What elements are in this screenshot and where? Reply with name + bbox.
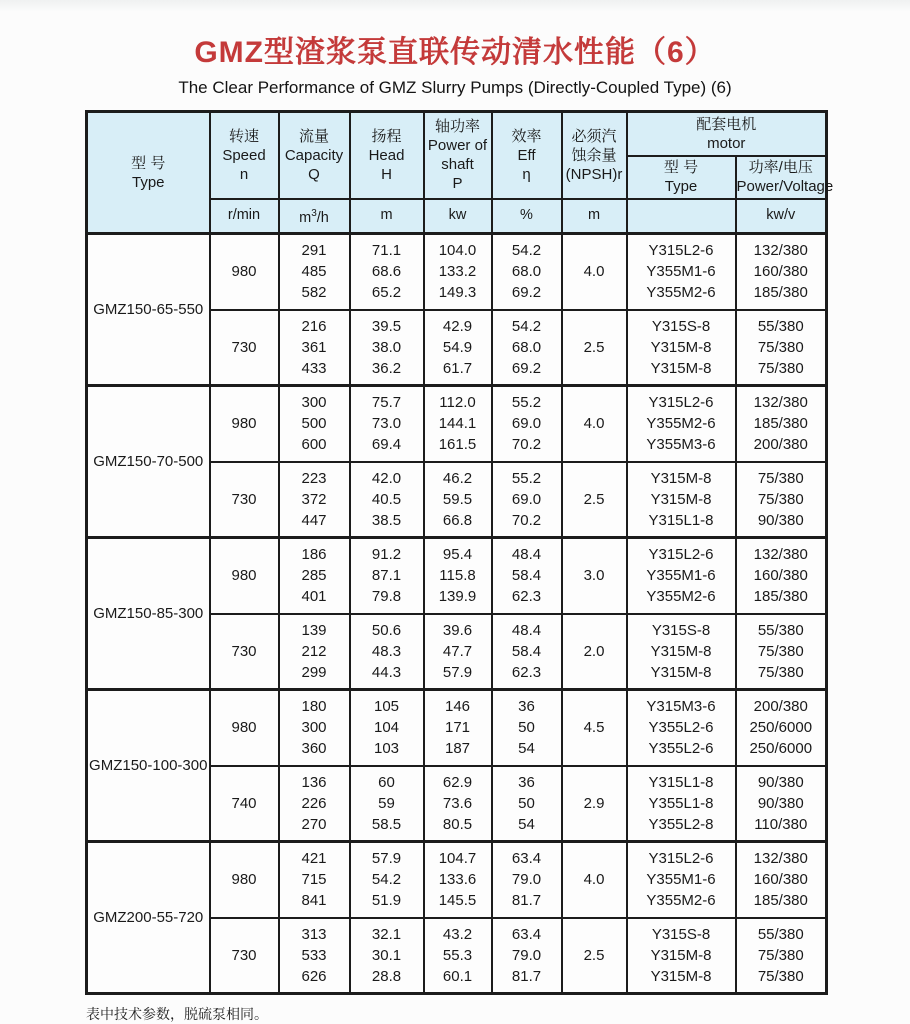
motor-power-values: 55/380 75/380 75/380 [736,310,827,386]
capacity-values: 300 500 600 [279,386,350,462]
npsh-value: 4.5 [562,690,627,766]
npsh-value: 2.9 [562,766,627,842]
capacity-values: 291 485 582 [279,234,350,310]
page-title: GMZ型渣浆泵直联传动清水性能（6） [194,36,716,69]
efficiency-values: 63.4 79.0 81.7 [492,842,562,918]
head-values: 60 59 58.5 [350,766,424,842]
head-values: 105 104 103 [350,690,424,766]
motor-type-values: Y315S-8 Y315M-8 Y315M-8 [627,918,736,994]
speed-value: 980 [210,538,279,614]
motor-power-values: 132/380 160/380 185/380 [736,538,827,614]
efficiency-values: 48.4 58.4 62.3 [492,614,562,690]
head-values: 57.9 54.2 51.9 [350,842,424,918]
speed-value: 980 [210,842,279,918]
motor-type-values: Y315S-8 Y315M-8 Y315M-8 [627,310,736,386]
head-values: 39.5 38.0 36.2 [350,310,424,386]
npsh-value: 4.0 [562,234,627,310]
head-values: 50.6 48.3 44.3 [350,614,424,690]
unit-capacity: $m^3/h$ [279,199,350,234]
speed-value: 980 [210,386,279,462]
shaft-power-values: 62.9 73.6 80.5 [424,766,492,842]
col-header-head: 扬程 Head H [350,112,424,199]
npsh-value: 2.5 [562,310,627,386]
motor-type-values: Y315L2-6 Y355M1-6 Y355M2-6 [627,234,736,310]
motor-power-values: 90/380 90/380 110/380 [736,766,827,842]
data-row [87,690,827,766]
shaft-power-values: 95.4 115.8 139.9 [424,538,492,614]
shaft-power-values: 42.9 54.9 61.7 [424,310,492,386]
col-header-motor-group: 配套电机 motor [627,112,827,156]
motor-power-values: 75/380 75/380 90/380 [736,462,827,538]
npsh-value: 2.5 [562,918,627,994]
col-header-type-en: Type [131,173,165,191]
photo-edge [0,0,910,12]
motor-type-values: Y315S-8 Y315M-8 Y315M-8 [627,614,736,690]
footnote: 表中技术参数，脱硫泵相同。 [86,1006,268,1022]
capacity-values: 180 300 360 [279,690,350,766]
col-header-efficiency: 效率 Eff η [492,112,562,199]
shaft-power-values: 46.2 59.5 66.8 [424,462,492,538]
motor-power-values: 132/380 185/380 200/380 [736,386,827,462]
speed-value: 730 [210,614,279,690]
unit-motor-power: kw/v [736,199,827,234]
speed-value: 980 [210,234,279,310]
efficiency-values: 36 50 54 [492,690,562,766]
col-header-npsh: 必须汽 蚀余量 (NPSH)r [562,112,627,199]
unit-motor-type [627,199,736,234]
capacity-values: 421 715 841 [279,842,350,918]
motor-power-values: 132/380 160/380 185/380 [736,842,827,918]
pump-model: GMZ150-70-500 [87,386,210,538]
unit-head: m [350,199,424,234]
col-header-shaft-power: 轴功率 Power of shaft P [424,112,492,199]
col-header-type [87,112,210,234]
shaft-power-values: 43.2 55.3 60.1 [424,918,492,994]
speed-value: 730 [210,462,279,538]
speed-value: 730 [210,310,279,386]
col-header-capacity: 流量 Capacity Q [279,112,350,199]
npsh-value: 2.5 [562,462,627,538]
col-header-speed: 转速 Speed n [210,112,279,199]
unit-npsh: m [562,199,627,234]
data-row [87,234,827,310]
efficiency-values: 55.2 69.0 70.2 [492,386,562,462]
table-body [87,234,827,994]
motor-type-values: Y315M3-6 Y355L2-6 Y355L2-6 [627,690,736,766]
unit-shaft-power: kw [424,199,492,234]
unit-efficiency: % [492,199,562,234]
capacity-values: 139 212 299 [279,614,350,690]
capacity-values: 223 372 447 [279,462,350,538]
data-row [87,386,827,462]
efficiency-values: 55.2 69.0 70.2 [492,462,562,538]
col-header-motor-type: 型 号 Type [627,156,736,199]
npsh-value: 4.0 [562,386,627,462]
pump-model: GMZ150-85-300 [87,538,210,690]
data-row [87,842,827,918]
shaft-power-values: 39.6 47.7 57.9 [424,614,492,690]
col-header-motor-power: 功率/电压 Power/Voltage [736,156,827,199]
pump-model: GMZ200-55-720 [87,842,210,994]
motor-type-values: Y315L2-6 Y355M1-6 Y355M2-6 [627,842,736,918]
unit-speed: r/min [210,199,279,234]
shaft-power-values: 146 171 187 [424,690,492,766]
capacity-values: 216 361 433 [279,310,350,386]
shaft-power-values: 104.0 133.2 149.3 [424,234,492,310]
efficiency-values: 54.2 68.0 69.2 [492,310,562,386]
efficiency-values: 48.4 58.4 62.3 [492,538,562,614]
head-values: 32.1 30.1 28.8 [350,918,424,994]
motor-type-values: Y315M-8 Y315M-8 Y315L1-8 [627,462,736,538]
head-values: 42.0 40.5 38.5 [350,462,424,538]
speed-value: 740 [210,766,279,842]
page-subtitle: The Clear Performance of GMZ Slurry Pumps (Directly-Coupled Type) (6) [178,78,732,97]
capacity-values: 136 226 270 [279,766,350,842]
head-values: 75.7 73.0 69.4 [350,386,424,462]
speed-value: 730 [210,918,279,994]
motor-type-values: Y315L2-6 Y355M2-6 Y355M3-6 [627,386,736,462]
npsh-value: 4.0 [562,842,627,918]
motor-type-values: Y315L1-8 Y355L1-8 Y355L2-8 [627,766,736,842]
motor-power-values: 55/380 75/380 75/380 [736,918,827,994]
capacity-values: 186 285 401 [279,538,350,614]
data-row [87,538,827,614]
pump-model: GMZ150-65-550 [87,234,210,386]
col-header-type-zh: 型 号 [131,154,166,172]
capacity-values: 313 533 626 [279,918,350,994]
head-values: 91.2 87.1 79.8 [350,538,424,614]
performance-table [85,110,834,995]
shaft-power-values: 104.7 133.6 145.5 [424,842,492,918]
motor-power-values: 55/380 75/380 75/380 [736,614,827,690]
head-values: 71.1 68.6 65.2 [350,234,424,310]
shaft-power-values: 112.0 144.1 161.5 [424,386,492,462]
efficiency-values: 36 50 54 [492,766,562,842]
efficiency-values: 54.2 68.0 69.2 [492,234,562,310]
motor-type-values: Y315L2-6 Y355M1-6 Y355M2-6 [627,538,736,614]
npsh-value: 3.0 [562,538,627,614]
motor-power-values: 132/380 160/380 185/380 [736,234,827,310]
efficiency-values: 63.4 79.0 81.7 [492,918,562,994]
npsh-value: 2.0 [562,614,627,690]
motor-power-values: 200/380 250/6000 250/6000 [736,690,827,766]
pump-model: GMZ150-100-300 [87,690,210,842]
speed-value: 980 [210,690,279,766]
